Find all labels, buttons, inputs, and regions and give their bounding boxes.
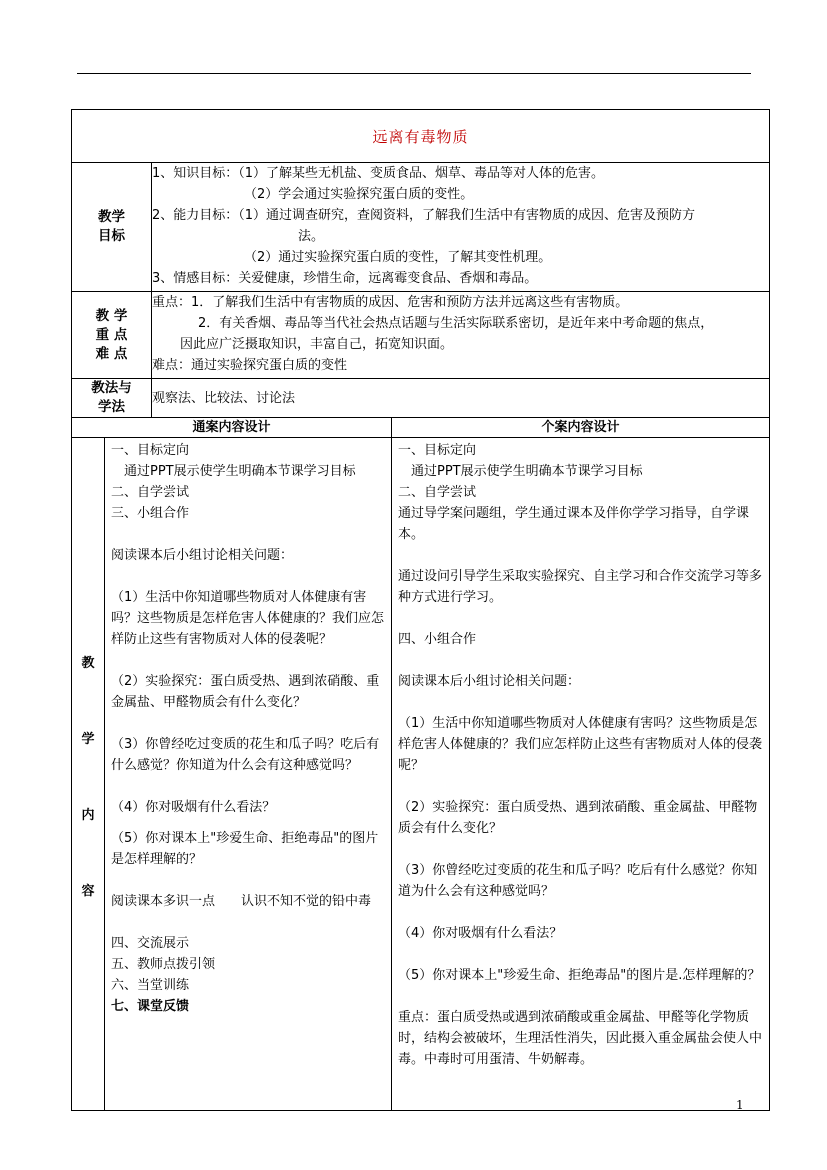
left-line: （3）你曾经吃过变质的花生和瓜子吗？吃后有什么感觉？你知道为什么会有这种感觉吗？ [111,737,380,773]
lesson-plan-table [71,109,770,1111]
keypoint-line: 2．有关香烟、毒品等当代社会热点话题与生活实际联系密切，是近年来中考命题的焦点， [198,316,714,331]
left-line: 通过PPT展示使学生明确本节课学习目标 [111,464,356,479]
right-line: （5）你对课本上"珍爱生命、拒绝毒品"的图片是.怎样理解的？ [398,968,761,983]
keypoint-line: 重点：1．了解我们生活中有害物质的成因、危害和预防方法并远离这些有害物质。 [152,295,629,310]
right-line [398,986,763,1007]
left-content-cell [72,438,392,1111]
left-line: 五、教师点拨引领 [111,957,216,972]
right-line [398,608,763,629]
objective-line: 2、能力目标：（1）通过调查研究，查阅资料，了解我们生活中有害物质的成因、危害及预防方 [152,208,696,223]
side-label [72,438,105,1110]
left-line: （5）你对课本上"珍爱生命、拒绝毒品"的图片是怎样理解的？ [111,831,379,867]
left-line [111,650,385,671]
objective-line: 法。 [298,229,325,244]
title-cell [72,110,770,163]
right-line: 重点：蛋白质受热或遇到浓硝酸或重金属盐、甲醛等化学物质时，结构会被破坏，生理活性消失，因此摄入重金属盐会使人中毒。中毒时可用蛋清、牛奶解毒。 [398,1010,763,1067]
objective-line: 1、知识目标：（1）了解某些无机盐、变质食品、烟草、毒品等对人体的危害。 [152,166,605,181]
page-title: 远离有毒物质 [372,127,469,146]
left-line: （1）生活中你知道哪些物质对人体健康有害吗？这些物质是怎样危害人体健康的？我们应怎样防止这些有害物质对人体的侵袭呢？ [111,590,385,647]
left-line [111,776,385,797]
right-line: 通过设问引导学生采取实验探究、自主学习和合作交流学习等多种方式进行学习。 [398,569,763,605]
right-line: 四、小组合作 [398,632,477,647]
left-column-header: 通案内容设计 [72,418,392,438]
left-line [111,566,385,587]
left-line [111,818,385,828]
left-line: 二、自学尝试 [111,485,190,500]
keypoints-label: 教 学 重 点 难 点 [72,292,152,379]
objective-line: （2）通过实验探究蛋白质的变性，了解其变性机理。 [244,250,552,265]
left-line [111,912,385,933]
objectives-content [152,163,770,292]
right-line [398,650,763,671]
right-line: （2）实验探究：蛋白质受热、遇到浓硝酸、重金属盐、甲醛物质会有什么变化？ [398,800,758,836]
right-line: （3）你曾经吃过变质的花生和瓜子吗？吃后有什么感觉？你知道为什么会有这种感觉吗？ [398,863,758,899]
methods-content: 观察法、比较法、讨论法 [152,379,770,418]
right-line: 阅读课本后小组讨论相关问题： [398,674,581,689]
left-line: 阅读课本后小组讨论相关问题： [111,548,294,563]
objectives-label: 教学 目标 [72,163,152,292]
side-label-char: 内 [81,808,95,823]
right-line [398,545,763,566]
side-label-char: 容 [81,884,95,899]
keypoint-line: 难点：通过实验探究蛋白质的变性 [152,358,348,373]
left-line [111,870,385,891]
right-line [398,944,763,965]
methods-label: 教法与 学法 [72,379,152,418]
objective-line: 3、情感目标：关爱健康，珍惜生命，远离霉变食品、香烟和毒品。 [152,271,538,286]
header-rule [77,73,751,74]
side-label-char: 学 [81,732,95,747]
left-line: 阅读课本多识一点 认识不知不觉的铅中毒 [111,894,372,909]
left-line: 三、小组合作 [111,506,190,521]
right-line: 二、自学尝试 [398,485,477,500]
keypoints-content [152,292,770,379]
right-content-cell [392,438,770,1111]
objective-line: （2）学会通过实验探究蛋白质的变性。 [244,187,474,202]
right-line: （1）生活中你知道哪些物质对人体健康有害吗？这些物质是怎样危害人体健康的？我们应怎样防止这些有害物质对人体的侵袭呢？ [398,716,763,773]
left-line [111,713,385,734]
keypoint-line: 因此应广泛摄取知识，丰富自己，拓宽知识面。 [180,337,454,352]
right-line [398,776,763,797]
left-line: 四、交流展示 [111,936,190,951]
left-line: （2）实验探究：蛋白质受热、遇到浓硝酸、重金属盐、甲醛物质会有什么变化？ [111,674,380,710]
right-line [398,839,763,860]
right-line: （4）你对吸烟有什么看法？ [398,926,563,941]
right-line: 通过导学案问题组，学生通过课本及伴你学学习指导，自学课本。 [398,506,750,542]
left-line: （4）你对吸烟有什么看法？ [111,800,276,815]
right-content [392,438,769,1070]
left-line: 一、目标定向 [111,443,190,458]
right-line [398,902,763,923]
side-label-char: 教 [81,656,95,671]
right-line: 通过PPT展示使学生明确本节课学习目标 [398,464,643,479]
right-column-header: 个案内容设计 [392,418,770,438]
page-number: 1 [736,1098,744,1112]
left-content [105,438,391,1110]
right-line [398,692,763,713]
right-line: 一、目标定向 [398,443,477,458]
left-line: 七、课堂反馈 [111,999,190,1014]
left-line [111,524,385,545]
left-line: 六、当堂训练 [111,978,190,993]
